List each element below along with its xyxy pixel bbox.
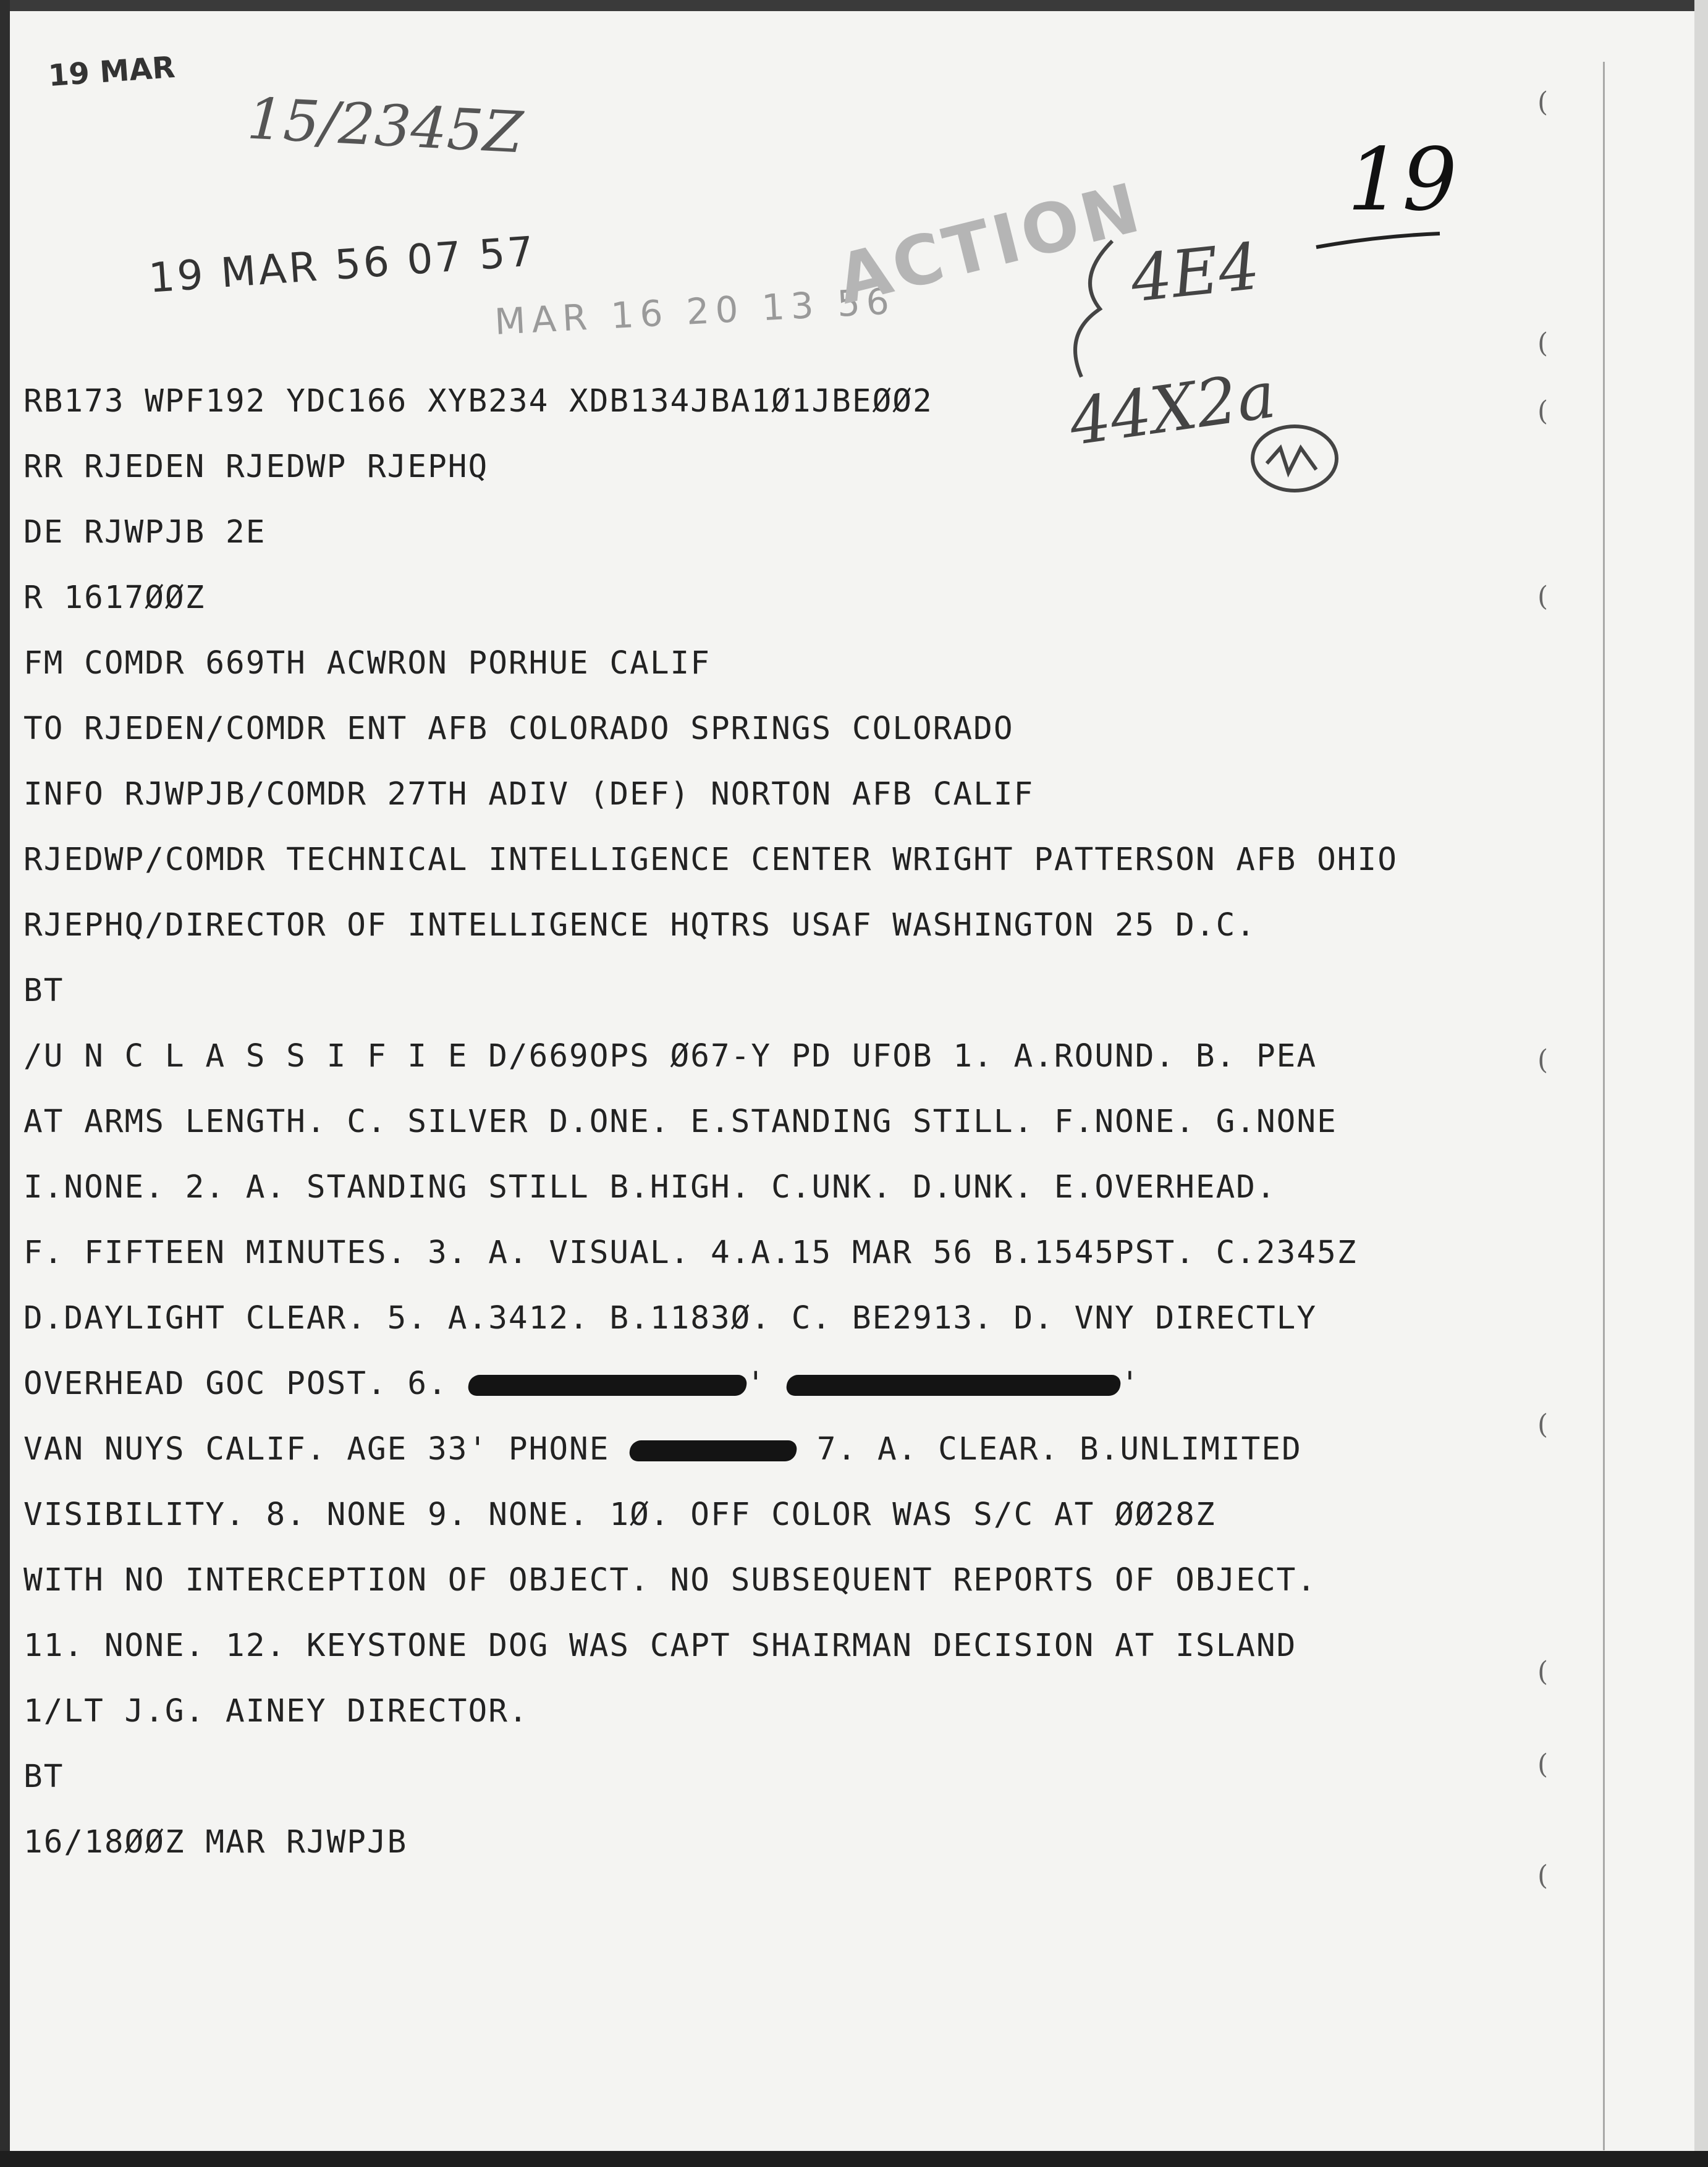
redaction-mark <box>785 1375 1122 1396</box>
message-body-text: ' <box>1120 1366 1141 1402</box>
break-line: BT <box>23 1759 64 1795</box>
end-of-message-line: 16/18ØØZ MAR RJWPJB <box>23 1824 408 1861</box>
handwritten-bracket <box>1038 229 1149 389</box>
originating-station-line: DE RJWPJB 2E <box>23 514 266 551</box>
message-body-line-redacted <box>23 1431 1302 1468</box>
redaction-mark <box>467 1375 748 1396</box>
faint-date-stamp: MAR 16 20 13 56 <box>493 280 897 343</box>
action-stamp: ACTION <box>829 167 1151 319</box>
message-body-line-redacted <box>23 1366 1141 1402</box>
message-body-text: VAN NUYS CALIF. AGE 33' PHONE <box>23 1431 610 1468</box>
message-body-line: F. FIFTEEN MINUTES. 3. A. VISUAL. 4.A.15 MAR 56 B.1545PST. C.2345Z <box>23 1235 1358 1271</box>
teletype-margin-line <box>1603 62 1605 2150</box>
routing-indicator-line: RB173 WPF192 YDC166 XYB234 XDB134JBA1Ø1JBEØØ2 <box>23 383 933 420</box>
handwritten-page-number: 19 <box>1347 130 1458 230</box>
message-body-line: AT ARMS LENGTH. C. SILVER D.ONE. E.STANDING STILL. F.NONE. G.NONE <box>23 1104 1337 1140</box>
message-body-line: I.NONE. 2. A. STANDING STILL B.HIGH. C.UNK. D.UNK. E.OVERHEAD. <box>23 1169 1277 1206</box>
date-time-group-line: R 1617ØØZ <box>23 580 206 616</box>
margin-tick: ( <box>1537 395 1549 427</box>
handwritten-file-note: 44X2a <box>1065 357 1280 460</box>
margin-tick: ( <box>1537 87 1549 118</box>
info-line: INFO RJWPJB/COMDR 27TH ADIV (DEF) NORTON AFB CALIF <box>23 776 1034 813</box>
message-body-text: 7. A. CLEAR. B.UNLIMITED <box>797 1431 1302 1468</box>
handwritten-routing-note: 4E4 <box>1127 228 1264 317</box>
page-number-underline <box>1310 222 1446 260</box>
scan-border-right <box>1694 0 1708 2167</box>
handwritten-reference: 15/2345Z <box>245 85 525 166</box>
corner-date-stamp: 19 MAR <box>47 49 177 94</box>
received-time-stamp: 19 MAR 56 07 57 <box>147 227 538 302</box>
margin-tick: ( <box>1537 581 1549 612</box>
message-body-line: /U N C L A S S I F I E D/669OPS Ø67-Y PD UFOB 1. A.ROUND. B. PEA <box>23 1038 1317 1075</box>
message-body-text: ' <box>746 1366 767 1402</box>
to-line: TO RJEDEN/COMDR ENT AFB COLORADO SPRINGS COLORADO <box>23 711 1014 747</box>
margin-tick: ( <box>1537 1656 1549 1688</box>
margin-tick: ( <box>1537 1749 1549 1780</box>
message-body-line: VISIBILITY. 8. NONE 9. NONE. 1Ø. OFF COLOR WAS S/C AT ØØ28Z <box>23 1497 1216 1533</box>
message-body-text: OVERHEAD GOC POST. 6. <box>23 1366 448 1402</box>
info-addressee-line: RJEDWP/COMDR TECHNICAL INTELLIGENCE CENTER WRIGHT PATTERSON AFB OHIO <box>23 842 1398 878</box>
message-body-line: 11. NONE. 12. KEYSTONE DOG WAS CAPT SHAIRMAN DECISION AT ISLAND <box>23 1628 1297 1664</box>
info-addressee-line: RJEPHQ/DIRECTOR OF INTELLIGENCE HQTRS USAF WASHINGTON 25 D.C. <box>23 907 1256 944</box>
message-body-line: WITH NO INTERCEPTION OF OBJECT. NO SUBSEQUENT REPORTS OF OBJECT. <box>23 1562 1317 1599</box>
break-line: BT <box>23 973 64 1009</box>
redaction-mark <box>628 1440 798 1461</box>
precedence-line: RR RJEDEN RJEDWP RJEPHQ <box>23 449 489 485</box>
margin-tick: ( <box>1537 1409 1549 1440</box>
handwritten-initials <box>1242 414 1347 501</box>
scan-border-left <box>0 0 10 2167</box>
scan-border-bottom <box>0 2151 1708 2167</box>
margin-tick: ( <box>1537 1860 1549 1891</box>
scan-border-top <box>0 0 1708 11</box>
from-line: FM COMDR 669TH ACWRON PORHUE CALIF <box>23 645 711 682</box>
signature-line: 1/LT J.G. AINEY DIRECTOR. <box>23 1693 529 1730</box>
message-body-line: D.DAYLIGHT CLEAR. 5. A.3412. B.1183Ø. C. BE2913. D. VNY DIRECTLY <box>23 1300 1317 1337</box>
margin-tick: ( <box>1537 327 1549 359</box>
margin-tick: ( <box>1537 1044 1549 1076</box>
